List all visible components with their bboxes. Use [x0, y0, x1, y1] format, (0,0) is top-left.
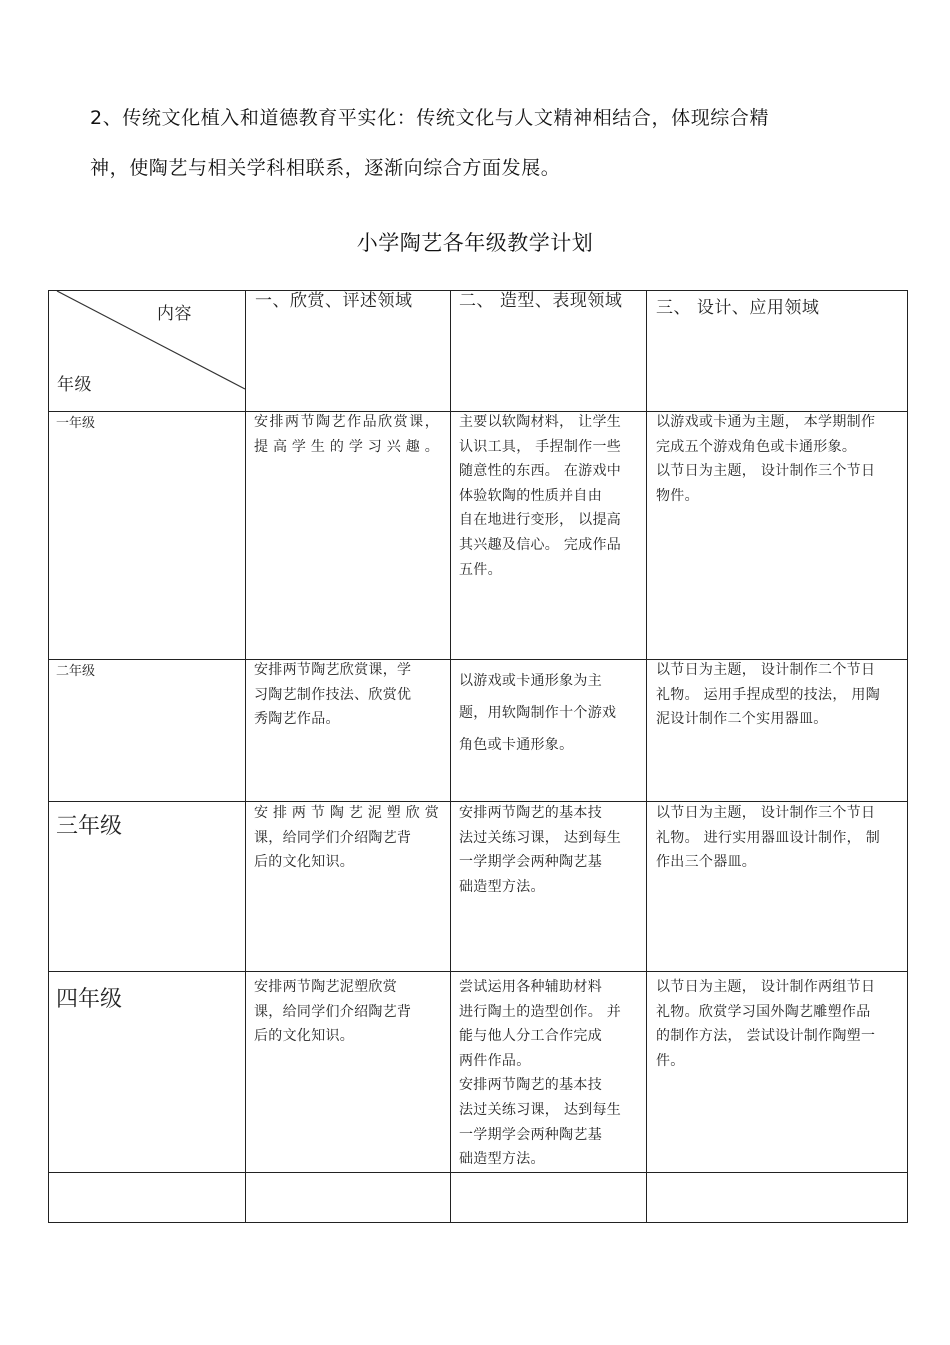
cell-line: 泥设计制作二个实用器皿。: [656, 711, 828, 728]
cell-line: 一学期学会两种陶艺基: [459, 1126, 602, 1143]
column-divider: [245, 291, 246, 1222]
cell-line: 后的文化知识。: [254, 1028, 355, 1045]
cell-line: 的制作方法， 尝试设计制作陶塑一: [656, 1028, 876, 1045]
grade-label: 二年级: [56, 664, 96, 679]
column-header-design: 三、 设计、应用领域: [656, 298, 820, 318]
modeling-cell: [459, 975, 637, 1172]
cell-line: 礼物。欣赏学习国外陶艺雕塑作品: [656, 1003, 871, 1020]
cell-line: 法过关练习课， 达到每生: [459, 829, 622, 846]
modeling-cell: [459, 801, 637, 899]
cell-line: 件。: [656, 1052, 685, 1069]
cell-line: 安排两节陶艺的基本技: [459, 1077, 602, 1094]
table-title: 小学陶艺各年级教学计划: [356, 231, 594, 255]
cell-line: 五件。: [459, 561, 502, 578]
cell-line: 尝试运用各种辅助材料: [459, 979, 602, 995]
modeling-cell: [459, 410, 637, 582]
appreciation-cell: 安排两节陶艺作品欣赏课，提高学生的学习兴趣。: [254, 414, 439, 455]
cell-line: 两件作品。: [459, 1052, 531, 1069]
design-cell: [656, 658, 904, 732]
cell-line: 以游戏或卡通为主题， 本学期制作: [656, 414, 876, 430]
cell-line: 进行陶土的造型创作。 并: [459, 1003, 622, 1020]
cell-line: 安排两节陶艺欣赏课，学: [254, 662, 412, 678]
paragraph-line-1: 2、传统文化植入和道德教育平实化：传统文化与人文精神相结合，体现综合精: [90, 107, 770, 129]
cell-line: 角色或卡通形象。: [459, 737, 574, 753]
column-divider: [646, 291, 647, 1222]
cell-line: 安排两节陶艺泥塑欣赏: [254, 979, 397, 995]
cell-line: 秀陶艺作品。: [254, 711, 340, 728]
row-divider: [49, 971, 907, 972]
paragraph-line-2: 神，使陶艺与相关学科相联系，逐渐向综合方面发展。: [90, 157, 561, 179]
design-cell: [656, 801, 904, 875]
column-header-appreciation: 一、欣赏、评述领域: [255, 291, 413, 311]
cell-line: 主要以软陶材料， 让学生: [459, 414, 622, 430]
column-header-modeling: 二、 造型、表现领域: [459, 291, 623, 311]
cell-line: 法过关练习课， 达到每生: [459, 1101, 622, 1118]
grade-label: 一年级: [56, 416, 96, 431]
cell-line: 礼物。 进行实用器皿设计制作， 制: [656, 829, 880, 846]
cell-line: 完成五个游戏角色或卡通形象。: [656, 438, 857, 455]
cell-line: 础造型方法。: [459, 878, 545, 895]
row-divider: [49, 1172, 907, 1173]
cell-line: 其兴趣及信心。 完成作品: [459, 536, 622, 553]
column-divider: [450, 291, 451, 1222]
grade-label: 三年级: [56, 814, 123, 839]
cell-line: 础造型方法。: [459, 1151, 545, 1168]
design-cell: [656, 410, 904, 508]
cell-line: 以节日为主题， 设计制作两组节日: [656, 979, 876, 995]
cell-line: 礼物。 运用手捏成型的技法， 用陶: [656, 686, 880, 703]
appreciation-cell: [254, 975, 439, 1049]
cell-line: 自在地进行变形， 以提高: [459, 512, 622, 529]
design-cell: [656, 975, 904, 1073]
cell-line: 后的文化知识。: [254, 854, 355, 871]
cell-line: 以节日为主题， 设计制作三个节日: [656, 805, 876, 821]
corner-grade-label: 年级: [57, 375, 92, 395]
cell-line: 认识工具， 手捏制作一些: [459, 438, 622, 455]
cell-line: 习陶艺制作技法、欣赏优: [254, 686, 412, 703]
cell-line: 题，用软陶制作十个游戏: [459, 705, 617, 721]
appreciation-cell: [254, 801, 439, 875]
cell-line: 能与他人分工合作完成: [459, 1028, 602, 1045]
teaching-plan-table: [48, 290, 908, 1223]
corner-content-label: 内容: [157, 304, 192, 324]
appreciation-cell: [254, 658, 439, 732]
cell-line: 以游戏或卡通形象为主: [459, 673, 602, 689]
cell-line: 以节日为主题， 设计制作三个节日: [656, 463, 876, 480]
cell-line: 物件。: [656, 487, 699, 504]
cell-line: 体验软陶的性质并自由: [459, 487, 602, 504]
cell-line: 以节日为主题， 设计制作二个节日: [656, 662, 876, 678]
cell-line: 安排两节陶艺泥塑欣赏: [254, 805, 439, 821]
cell-line: 课，给同学们介绍陶艺背: [254, 1003, 412, 1020]
cell-line: 课，给同学们介绍陶艺背: [254, 829, 412, 846]
grade-label: 四年级: [56, 987, 123, 1012]
cell-line: 作出三个器皿。: [656, 854, 757, 871]
cell-line: 安排两节陶艺的基本技: [459, 805, 602, 821]
cell-line: 随意性的东西。 在游戏中: [459, 463, 622, 480]
modeling-cell: [459, 665, 637, 761]
cell-line: 一学期学会两种陶艺基: [459, 854, 602, 871]
